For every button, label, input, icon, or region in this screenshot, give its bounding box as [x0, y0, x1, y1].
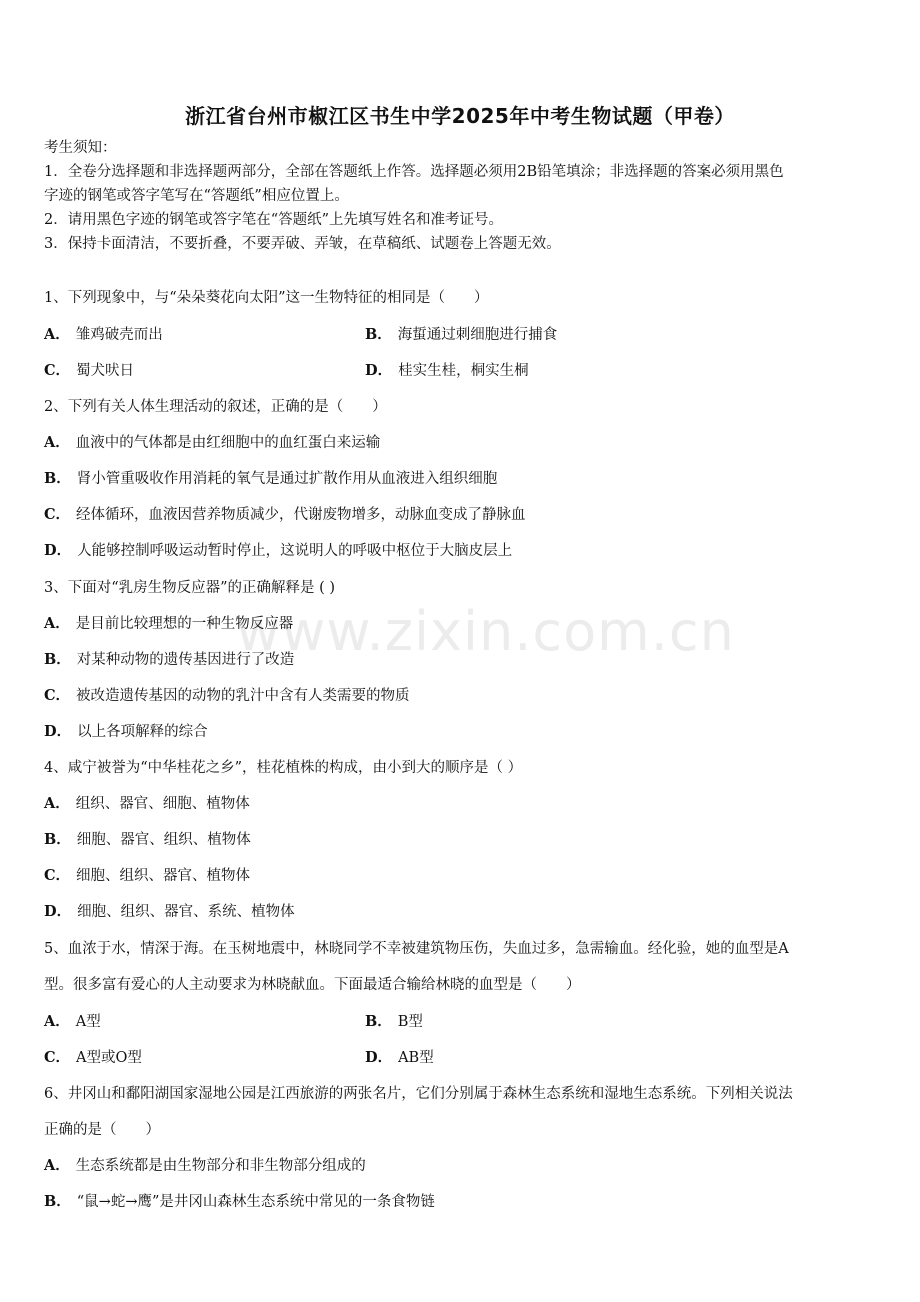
question-stem: 2、下列有关人体生理活动的叙述，正确的是（ ） — [44, 399, 387, 415]
option-label: A． — [44, 795, 70, 812]
option-row — [44, 1048, 142, 1068]
notice-item: 2．请用黑色字迹的钢笔或答字笔在“答题纸”上先填写姓名和准考证号。 — [44, 212, 504, 228]
option-row — [44, 650, 294, 670]
option-text: 被改造遗传基因的动物的乳汁中含有人类需要的物质 — [76, 688, 410, 704]
option-text: 蜀犬吠日 — [76, 363, 135, 379]
option-row — [44, 361, 134, 381]
option-row — [44, 866, 250, 886]
option-text: 雏鸡破壳而出 — [75, 327, 163, 343]
option-label: C． — [44, 867, 71, 884]
option-text: 血液中的气体都是由红细胞中的血红蛋白来运输 — [75, 435, 381, 451]
option-label: D． — [365, 1049, 393, 1066]
option-text: A型 — [75, 1014, 101, 1030]
option-row — [44, 469, 497, 489]
question-stem: 4、咸宁被誉为“中华桂花之乡”，桂花植株的构成，由小到大的顺序是（ ） — [44, 760, 523, 776]
question-stem: 正确的是（ ） — [44, 1122, 160, 1138]
option-label: C． — [44, 506, 71, 523]
option-label: A． — [44, 1013, 70, 1030]
option-label: B． — [44, 831, 71, 848]
page-title: 浙江省台州市椒江区书生中学2025年中考生物试题（甲卷） — [185, 104, 735, 128]
option-row — [44, 1156, 366, 1176]
notice-item: 字迹的钢笔或答字笔写在“答题纸”相应位置上。 — [44, 188, 349, 204]
option-label: C． — [44, 687, 71, 704]
question-stem: 1、下列现象中，与“朵朵葵花向太阳”这一生物特征的相同是（ ） — [44, 290, 489, 306]
option-text: 对某种动物的遗传基因进行了改造 — [76, 652, 295, 668]
option-label: C． — [44, 1049, 71, 1066]
option-label: B． — [44, 470, 71, 487]
option-text: 生态系统都是由生物部分和非生物部分组成的 — [75, 1158, 366, 1174]
option-text: 桂实生桂，桐实生桐 — [398, 363, 529, 379]
option-label: C． — [44, 362, 71, 379]
question-stem: 6、井冈山和鄱阳湖国家湿地公园是江西旅游的两张名片，它们分别属于森林生态系统和湿地生态系统。下列相关说法 — [44, 1086, 793, 1102]
option-label: D． — [44, 723, 72, 740]
notice-item: 3．保持卡面清洁，不要折叠，不要弄破、弄皱，在草稿纸、试题卷上答题无效。 — [44, 236, 561, 252]
option-row — [44, 794, 250, 814]
option-text: B型 — [397, 1014, 423, 1030]
option-row — [44, 325, 163, 345]
option-label: A． — [44, 1157, 70, 1174]
option-row — [44, 505, 526, 525]
option-label: B． — [44, 1193, 71, 1210]
option-label: A． — [44, 615, 70, 632]
option-row — [365, 325, 557, 345]
option-label: D． — [365, 362, 393, 379]
option-row — [365, 1048, 434, 1068]
option-text: 细胞、组织、器官、植物体 — [76, 868, 251, 884]
option-text: 组织、器官、细胞、植物体 — [75, 796, 250, 812]
question-stem: 型。很多富有爱心的人主动要求为林晓献血。下面最适合输给林晓的血型是（ ） — [44, 977, 581, 993]
option-text: 肾小管重吸收作用消耗的氧气是通过扩散作用从血液进入组织细胞 — [76, 471, 498, 487]
option-text: 海蜇通过刺细胞进行捕食 — [397, 327, 558, 343]
option-text: AB型 — [398, 1050, 434, 1066]
option-text: A型或O型 — [76, 1050, 142, 1066]
option-label: B． — [44, 651, 71, 668]
option-text: “鼠→蛇→鹰”是井冈山森林生态系统中常见的一条食物链 — [76, 1194, 435, 1210]
question-stem: 5、血浓于水，情深于海。在玉树地震中，林晓同学不幸被建筑物压伤，失血过多，急需输血。经化验，她的血型是A — [44, 941, 789, 957]
option-label: B． — [365, 326, 392, 343]
option-label: B． — [365, 1013, 392, 1030]
option-row — [44, 722, 208, 742]
option-text: 人能够控制呼吸运动暂时停止，这说明人的呼吸中枢位于大脑皮层上 — [77, 543, 513, 559]
option-text: 细胞、组织、器官、系统、植物体 — [77, 904, 295, 920]
option-text: 是目前比较理想的一种生物反应器 — [75, 616, 294, 632]
option-text: 经体循环，血液因营养物质减少，代谢废物增多，动脉血变成了静脉血 — [76, 507, 526, 523]
option-row — [44, 614, 293, 634]
option-row — [44, 1012, 101, 1032]
option-row — [44, 830, 251, 850]
watermark: www.zixin.com.cn — [236, 600, 735, 663]
option-label: A． — [44, 326, 70, 343]
notice-heading: 考生须知： — [44, 140, 117, 156]
option-row — [44, 541, 512, 561]
option-row — [44, 902, 295, 922]
question-stem: 3、下面对“乳房生物反应器”的正确解释是 ( ) — [44, 580, 336, 596]
option-row — [44, 433, 380, 453]
option-label: A． — [44, 434, 70, 451]
option-row — [365, 1012, 423, 1032]
notice-item: 1．全卷分选择题和非选择题两部分，全部在答题纸上作答。选择题必须用2B铅笔填涂；非选择题的答案必须用黑色 — [44, 164, 784, 180]
option-row — [44, 1192, 435, 1212]
option-row — [44, 686, 410, 706]
option-label: D． — [44, 903, 72, 920]
option-label: D． — [44, 542, 72, 559]
option-text: 以上各项解释的综合 — [77, 724, 208, 740]
option-text: 细胞、器官、组织、植物体 — [76, 832, 251, 848]
option-row — [365, 361, 529, 381]
